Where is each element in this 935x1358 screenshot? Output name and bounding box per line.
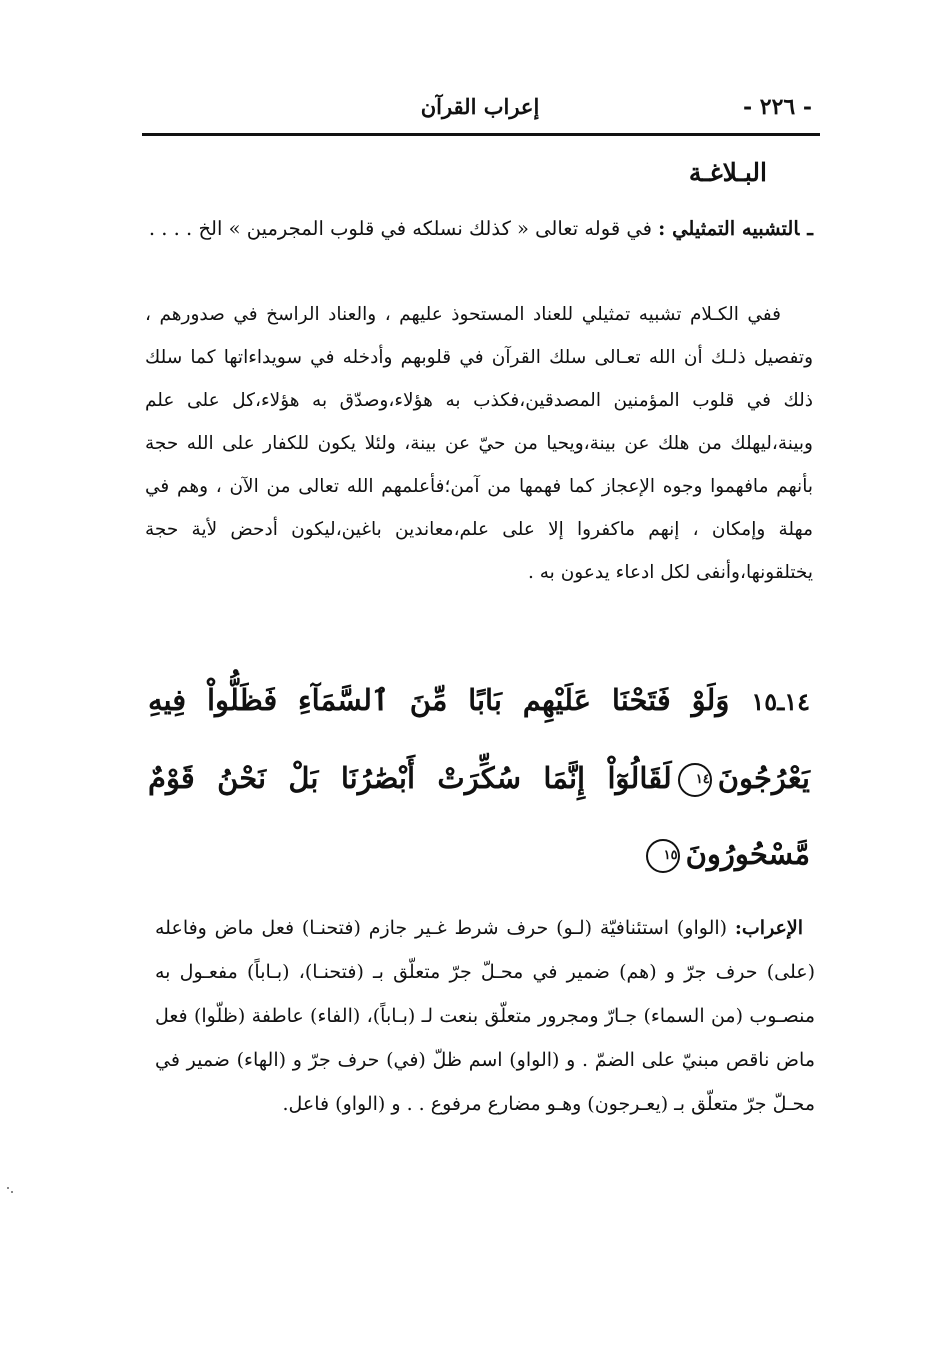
page-header <box>142 84 818 136</box>
header-divider <box>142 133 820 136</box>
scan-speck <box>6 1186 16 1196</box>
ayah-end-mark-14: ١٤ <box>678 763 712 797</box>
tashbih-quote: في قوله تعالى « كذلك نسلكه في قلوب المجرمين » الخ . . . . <box>148 217 652 240</box>
book-title: إعراب القرآن <box>420 94 540 119</box>
balagha-explanation: ففي الكـلام تشبيه تمثيلي للعناد المستحوذ عليهم ، والعناد الراسخ في صدورهم ، وتفصيل ذلـك أن الله تعـالى سلك القرآن في قلوبهم وأدخله في سويداءاتها كما سلك ذلك في قلوب المؤمنين المصدقين،فكذب به هؤلاء،وصدّق به هؤلاء،كل على علم وبينة،ليهلك من هلك عن بينة،ويحيا من حيّ عن بينة، ولئلا يكون للكفار على الله حجة بأنهم مافهموا وجوه الإعجاز كما فهمها من آمن؛فأعلمهم الله تعالى من الآن ، وهم في مهلة وإمكان ، إنهم ماكفروا إلا على علم،معاندين باغين،ليكون أدحض لأية حجة يختلقونها،وأنفى لكل ادعاء يدعون به . <box>145 304 813 583</box>
tashbih-term: التشبيه التمثيلي : <box>658 217 800 240</box>
verse-number: ١٤ـ١٥ <box>751 687 810 716</box>
verse-text-15: لَقَالُوٓاْ إِنَّمَا سُكِّرَتْ أَبْصَٰرُنَا بَلْ نَحْنُ قَوْمٌ مَّسْحُورُونَ <box>148 761 810 871</box>
quran-verse-block <box>148 662 810 892</box>
ayah-end-mark-15: ١٥ <box>646 839 680 873</box>
verse-text-14: وَلَوْ فَتَحْنَا عَلَيْهِم بَابًا مِّنَ ٱلسَّمَآءِ فَظَلُّواْ فِيهِ يَعْرُجُونَ <box>148 683 810 795</box>
list-dash: ـ <box>807 217 813 240</box>
page-number: - ٢٢٦ - <box>742 94 812 120</box>
balagha-heading: البـلاغـة <box>688 158 767 187</box>
irab-paragraph <box>155 906 815 1126</box>
irab-label: الإعراب: <box>734 917 804 939</box>
irab-text: (الواو) استئنافيّة (لـو) حرف شرط غـير جازم (فتحنـا) فعل ماض وفاعله (على) حرف جرّ و (هم) ضمير في محـلّ جرّ متعلّق بـ (فتحنـا)، (بـاباً) مفعـول به منصـوب (من السماء) جـارّ ومجرور متعلّق بنعت لـ (بـاباً)، (الفاء) عاطفة (ظلّوا) فعل ماض ناقص مبنيّ على الضمّ . و (الواو) اسم ظلّ (في) حرف جرّ و (الهاء) ضمير في محـلّ جرّ متعلّق بـ (يعـرجون) وهـو مضارع مرفوع . . و (الواو) فاعل. <box>155 917 815 1115</box>
tashbih-paragraph <box>145 208 813 250</box>
